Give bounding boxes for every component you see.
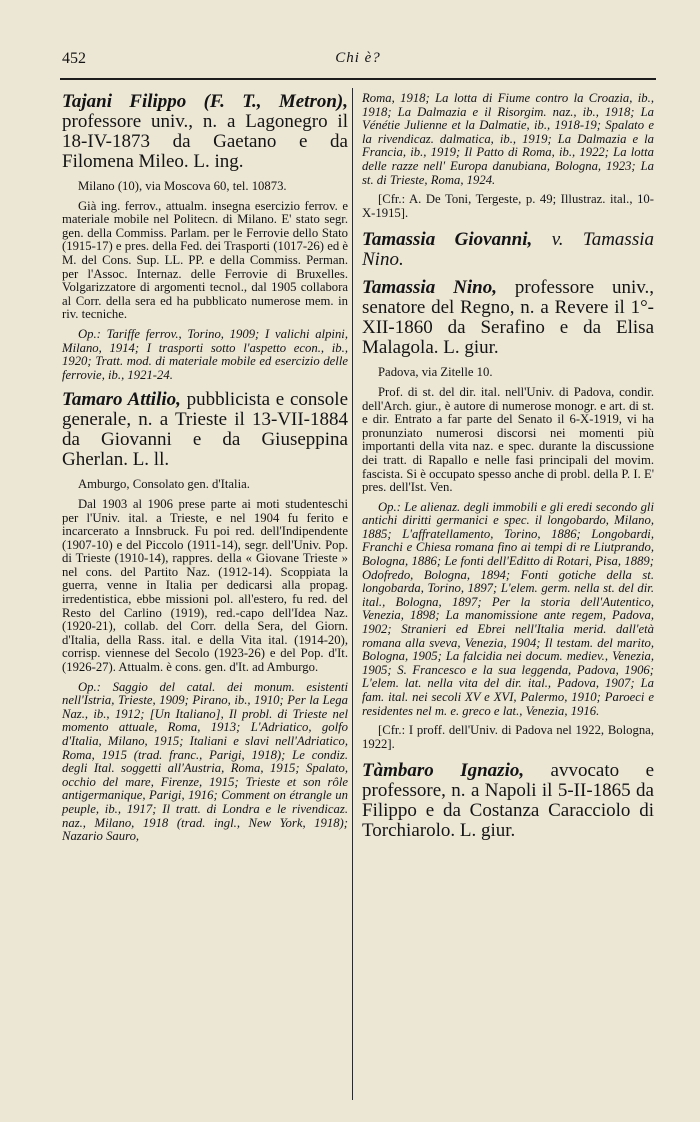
entry-references: [Cfr.: I proff. dell'Univ. di Padova nel 1922, Bologna, 1922]. [362,723,654,751]
entry-address: Milano (10), via Moscova 60, tel. 10873. [78,179,287,193]
entry-works: Op.: Saggio del catal. dei monum. esistenti nell'Istria, Trieste, 1909; Pirano, ib., 1910; Per la Lega Naz., ib., 1912; [Un Italiano], Il probl. di Trieste nel momento attuale, Roma, 1913; L'Adriatico, golfo d'Italia, Milano, 1915; Italiani e slavi nell'Adriatico, Roma, 1915 (trad. franc., Parigi, 1918); Le condiz. degli Ital. soggetti all'Austria, Roma, 1915; Spalato, occhio del mare, Firenze, 1915; Trieste et son rôle antigermanique, Parigi, 1916; Comment on étrangle un peuple, ib., 1917; Il tratt. di Londra e le rivendicaz. naz., Milano, 1918 (trad. ingl., New York, 1918); Nazario Sauro, [62,679,348,844]
entry-works: Op.: Le alienaz. degli immobili e gli eredi secondo gli antichi diritti germanici e spec. il longobardo, Milano, 1885; L'affratellamento, Torino, 1886; Longobardi, Franchi e Chiesa romana fino ai tempi di re Liutprando, Bologna, 1886; Le fonti dell'Editto di Rotari, Pisa, 1889; Odofredo, Bologna, 1894; Fonti gotiche della st. longobarda, Torino, 1897; L'elem. germ. nella st. del dir. ital., Bologna, 1897; Per la storia dell'Autentico, Venezia, 1898; La manomissione ante regem, Padova, 1902; Stranieri ed Ebrei nell'Italia merid. dall'età romana alla sveva, Venezia, 1904; Il testam. del marito, Bologna, 1905; La falcidia nei docum. mediev., Venezia, 1905; S. Francesco e la sua leggenda, Padova, 1906; L'elem. lat. nella vita del dir. ital., Padova, 1907; La fam. ital. nei secoli XV e XVI, Palermo, 1910; Paroeci e residentes nel m. e. greco e lat., Venezia, 1916. [362,499,654,718]
entry-name: Tamassia Giovanni, [362,229,533,251]
header-rule [60,78,656,80]
entry-heading [362,761,654,841]
entry-name: Tàmbaro Ignazio, [362,760,525,782]
entry-tajani-filippo [62,92,348,382]
entry-heading-rest: v. Tamassia Nino. [362,229,655,271]
entry-address: Padova, via Zitelle 10. [378,365,493,380]
entry-pseudonym: (F. T., Metron), [203,91,348,112]
entry-works: Op.: Tariffe ferrov., Torino, 1909; I valichi alpini, Milano, 1914; I trasporti sotto l'aspetto econ., ib., 1920; Tratt. mod. di materiale mobile ed esercizio delle ferrovie, ib., 1921-24. [62,326,348,382]
entry-heading-rest: pubblicista e console generale, n. a Trieste il 13-VII-1884 da Giovanni e da Giuseppina Gherlan. L. ll. [62,389,348,471]
entry-biography: Già ing. ferrov., attualm. insegna esercizio ferrov. e materiale mobile nel Politecn. di Milano. E' stato segr. gen. della Commiss. Parlam. per le Ferrovie dello Stato (1915-17) e pres. della Fed. dei Trasporti (1017-26) ed è M. del Cons. Sup. LL. PP. e della Commiss. Perman. per l'Assoc. Internaz. delle Ferrovie di Bruxelles. Volgarizzatore di argomenti tecnol., dal 1905 collabora al Corr. della sera ed ha pubblicato numerose mem. in riv. tecniche. [62,198,348,322]
page-header [62,48,654,72]
entry-heading-rest: avvocato e professore, n. a Napoli il 5-II-1865 da Filippo e da Costanza Caracciolo di Torchiarolo. L. giur. [362,760,654,842]
entry-heading [62,390,348,470]
entry-tambaro-ignazio [362,761,654,841]
left-column [62,92,348,852]
entry-name: Tamassia Nino, [362,277,497,299]
entry-tamassia-nino [362,278,654,751]
right-column [362,92,654,849]
entry-heading [62,92,348,172]
entry-tamassia-giovanni [362,230,654,270]
entry-name: Tajani Filippo [62,91,187,112]
entry-heading [362,278,654,358]
entry-address: Amburgo, Consolato gen. d'Italia. [78,477,250,492]
entry-name: Tamaro Attilio, [62,389,181,411]
entry-continuation: Roma, 1918; La lotta di Fiume contro la Croazia, ib., 1918; La Dalmazia e il Risorgim. naz., ib., 1918; La Vénétie Julienne et la Dalmatie, ib., 1918-19; Spalato e la rivendicaz. dalmatica, ib., 1919; La Dalmazia e la Francia, ib., 1919; Il Patto di Roma, ib., 1922; La lotta delle razze nell' Europa danubiana, Bologna, 1923; La st. di Trieste, Roma, 1924. [362,91,654,187]
entry-heading [362,230,654,270]
running-title: Chi è? [335,50,381,66]
entry-heading-rest: professore univ., n. a Lagonegro il 18-IV-1873 da Gaetano e da Filomena Mileo. L. ing. [62,111,348,172]
entry-tamaro-attilio [62,390,348,843]
entry-biography: Dal 1903 al 1906 prese parte ai moti studenteschi per l'Univ. ital. a Trieste, e nel 1904 fu ferito e incarcerato a Innsbruck. Fu poi red. dell'Indipendente (1907-10) e del Piccolo (1911-14), segr. dell'Univ. Pop. di Trieste (1910-14), rappres. della « Giovane Trieste » nel cons. del Partito Naz. (1912-14). Scoppiata la guerra, venne in Italia per dedicarsi alla propag. irredentistica, ebbe missioni pol. all'estero, fu red. del Resto del Carlino (1919), red.-capo dell'Idea Naz. (1920-21), collab. del Corr. della Sera, del Giorn. d'Italia, della Rass. ital. e della Vita ital. (1914-20), corrisp. viennese del Secolo (1923-26) e del Pop. d'It. (1926-27). Attualm. è cons. gen. d'It. ad Amburgo. [62,496,348,675]
entry-heading-rest: professore univ., senatore del Regno, n. a Revere il 1°-XII-1860 da Serafino e da Elisa Malagola. L. giur. [362,277,654,359]
entry-references: [Cfr.: A. De Toni, Tergeste, p. 49; Illustraz. ital., 10-X-1915]. [362,192,654,220]
page-number: 452 [62,50,86,67]
column-divider [352,88,353,1100]
entry-biography: Prof. di st. del dir. ital. nell'Univ. di Padova, condir. dell'Arch. giur., è autore di numerose monogr. e art. di st. e dir. Entrato a far parte del Senato il 6-X-1919, vi ha pronunziato numerosi discorsi nei momenti più importanti della vita naz. e spec. durante la discussione dei tratt. di Rapallo e nelle fasi principali del movim. fascista. Si è occupato spesso anche di probl. della P. I. E' pres. dell'Ist. Ven. [362,384,654,495]
